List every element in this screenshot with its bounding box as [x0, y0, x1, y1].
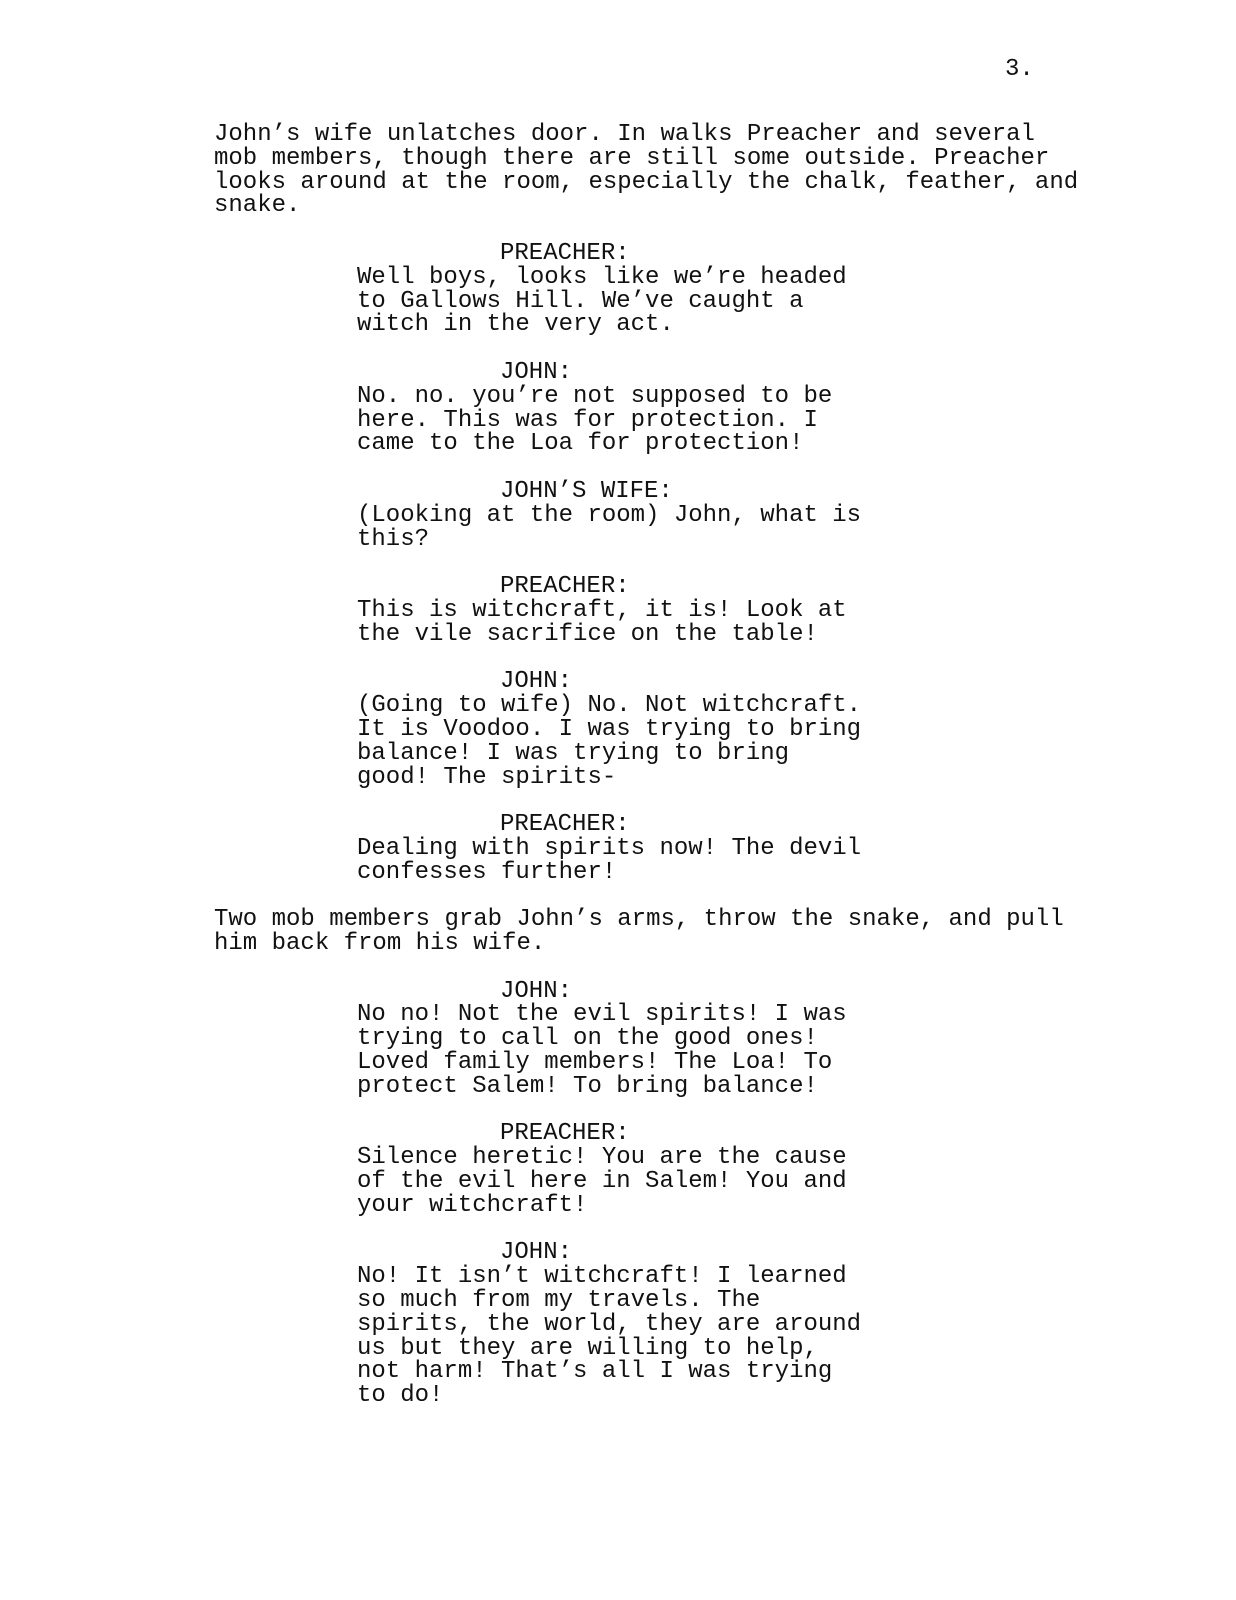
character-name: JOHN:	[500, 358, 573, 386]
dialogue-block	[0, 239, 1236, 339]
dialogue-text: No. no. you’re not supposed to be here. This was for protection. I came to the Loa for protection!	[357, 382, 833, 458]
character-name: JOHN:	[500, 977, 573, 1005]
dialogue-block	[0, 575, 1236, 646]
dialogue-text: (Going to wife) No. Not witchcraft. It is Voodoo. I was trying to bring balance! I was trying to bring good! The spirits-	[357, 692, 862, 791]
character-name: PREACHER:	[500, 239, 630, 267]
character-name: JOHN:	[500, 1239, 573, 1267]
dialogue-text: Well boys, looks like we’re headed to Gallows Hill. We’ve caught a witch in the very act.	[357, 263, 847, 339]
action-paragraph: John’s wife unlatches door. In walks Preacher and several mob members, though there are still some outside. Preacher looks around at the room, especially the chalk, feather, and snake.	[214, 121, 1079, 220]
dialogue-text: Dealing with spirits now! The devil confesses further!	[357, 834, 862, 886]
dialogue-block	[0, 977, 1236, 1100]
dialogue-text: No! It isn’t witchcraft! I learned so much from my travels. The spirits, the world, they are around us but they are willing to help, not harm! That’s all I was trying to do!	[357, 1263, 862, 1410]
dialogue-block	[0, 1122, 1236, 1217]
action-paragraph: Two mob members grab John’s arms, throw the snake, and pull him back from his wife.	[214, 906, 1064, 958]
dialogue-block	[0, 1241, 1236, 1408]
page-number: 3.	[1005, 56, 1034, 83]
dialogue-text: No no! Not the evil spirits! I was trying to call on the good ones! Loved family members! The Loa! To protect Salem! To bring balance!	[357, 1001, 847, 1100]
character-name: JOHN:	[500, 668, 573, 696]
screenplay-body	[0, 123, 1236, 1432]
character-name: PREACHER:	[500, 573, 630, 601]
character-name: JOHN’S WIFE:	[500, 477, 673, 505]
dialogue-block	[0, 477, 1236, 553]
dialogue-text: This is witchcraft, it is! Look at the vile sacrifice on the table!	[357, 596, 847, 648]
dialogue-block	[0, 358, 1236, 458]
dialogue-text: Silence heretic! You are the cause of the evil here in Salem! You and your witchcraft!	[357, 1144, 847, 1219]
dialogue-text: (Looking at the room) John, what is this?	[357, 501, 862, 553]
dialogue-block	[0, 670, 1236, 789]
dialogue-block	[0, 813, 1236, 884]
character-name: PREACHER:	[500, 1120, 630, 1148]
character-name: PREACHER:	[500, 811, 630, 839]
